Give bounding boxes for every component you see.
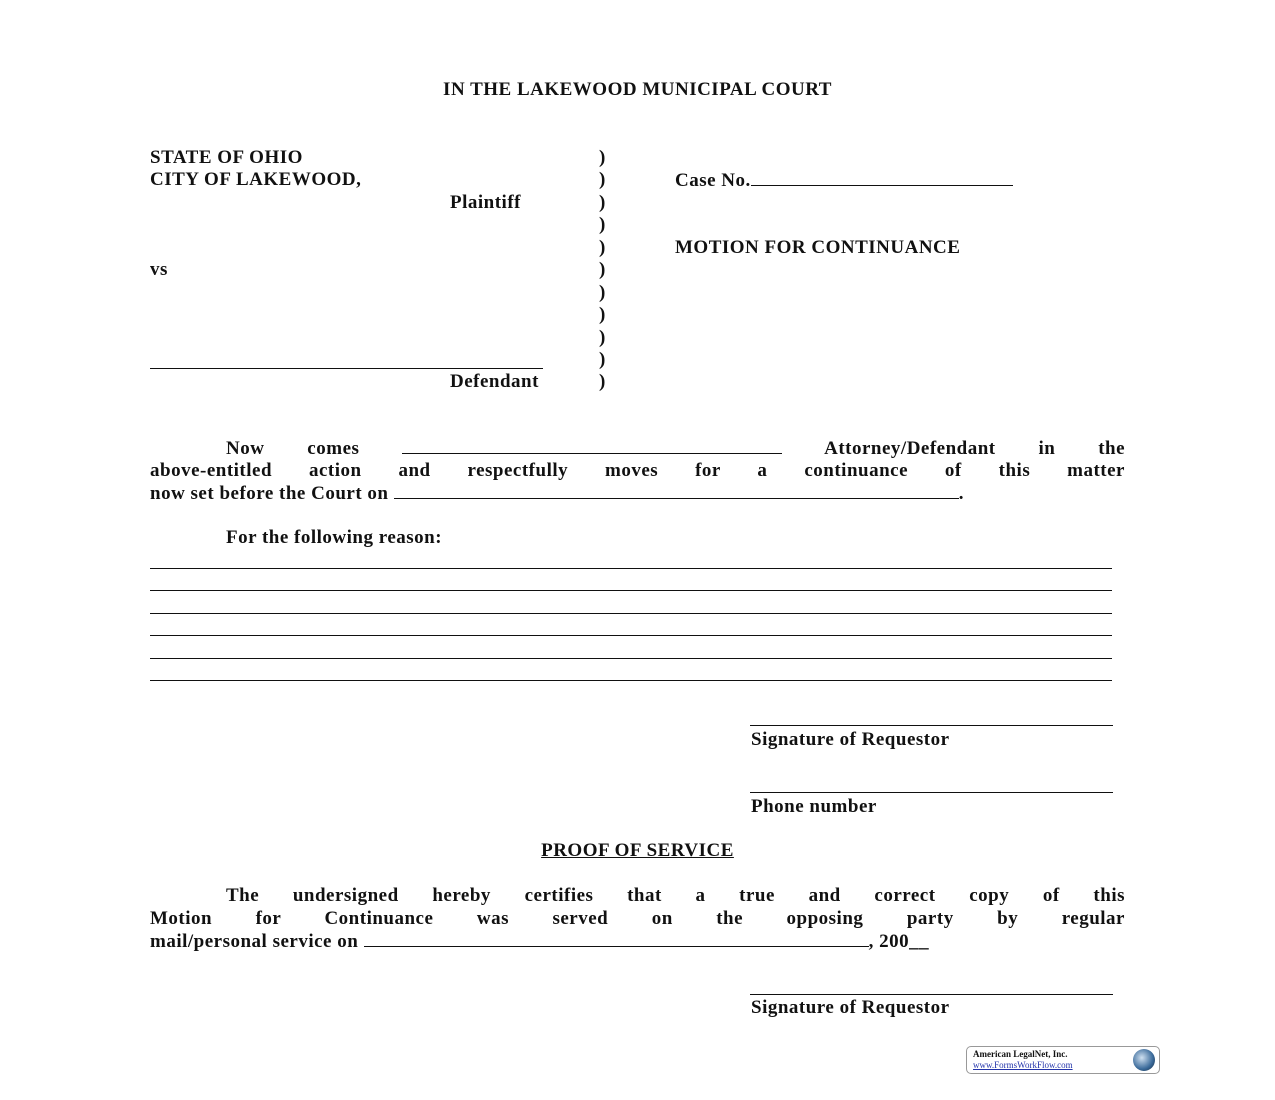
caption-state: STATE OF OHIO xyxy=(150,147,303,168)
paren: ) xyxy=(599,192,606,213)
caption-defendant: Defendant xyxy=(450,371,539,392)
document-title: MOTION FOR CONTINUANCE xyxy=(675,237,961,258)
motion-text: now set before the Court on xyxy=(150,483,389,504)
court-date-field[interactable] xyxy=(394,482,959,499)
paren: ) xyxy=(599,259,606,280)
caption-vs: vs xyxy=(150,259,168,280)
reason-line[interactable] xyxy=(150,635,1112,636)
reason-line[interactable] xyxy=(150,658,1112,659)
phone-label: Phone number xyxy=(751,796,877,817)
motion-text: . xyxy=(958,483,964,504)
case-no-field[interactable] xyxy=(751,169,1013,186)
proof-line-2: Motion for Continuance was served on the opposing party by regular xyxy=(150,908,1125,929)
proof-title xyxy=(0,840,1275,862)
reason-label: For the following reason: xyxy=(226,527,443,548)
proof-line-3 xyxy=(150,930,929,953)
motion-text: Attorney/Defendant in the xyxy=(824,438,1126,459)
logo-company: American LegalNet, Inc. xyxy=(973,1049,1068,1059)
paren: ) xyxy=(599,169,606,190)
paren: ) xyxy=(599,371,606,392)
caption-plaintiff: Plaintiff xyxy=(450,192,521,213)
case-number xyxy=(675,169,1013,192)
caption-city: CITY OF LAKEWOOD, xyxy=(150,169,362,190)
motion-text: Now comes xyxy=(226,438,360,459)
reason-line[interactable] xyxy=(150,590,1112,591)
proof-title-text: PROOF OF SERVICE xyxy=(541,840,734,861)
motion-line-3 xyxy=(150,482,964,505)
paren: ) xyxy=(599,349,606,370)
case-no-label: Case No. xyxy=(675,170,751,191)
defendant-name-line xyxy=(150,368,543,369)
globe-icon xyxy=(1133,1049,1155,1071)
attorney-name-field[interactable] xyxy=(402,437,782,454)
phone-line[interactable] xyxy=(750,792,1113,793)
signature-label: Signature of Requestor xyxy=(751,729,950,750)
paren: ) xyxy=(599,304,606,325)
motion-line-2: above-entitled action and respectfully moves for a continuance of this matter xyxy=(150,460,1125,481)
paren: ) xyxy=(599,327,606,348)
proof-line-1: The undersigned hereby certifies that a true and correct copy of this xyxy=(226,885,1125,906)
motion-line-1 xyxy=(150,437,1125,460)
signature-label: Signature of Requestor xyxy=(751,997,950,1018)
service-date-field[interactable] xyxy=(364,930,869,947)
reason-line[interactable] xyxy=(150,680,1112,681)
american-legalnet-logo[interactable] xyxy=(966,1046,1160,1074)
paren: ) xyxy=(599,282,606,303)
proof-text: mail/personal service on xyxy=(150,931,359,952)
paren: ) xyxy=(599,214,606,235)
signature-line[interactable] xyxy=(750,725,1113,726)
reason-line[interactable] xyxy=(150,613,1112,614)
paren: ) xyxy=(599,147,606,168)
paren: ) xyxy=(599,237,606,258)
court-title: IN THE LAKEWOOD MUNICIPAL COURT xyxy=(443,79,832,100)
reason-line[interactable] xyxy=(150,568,1112,569)
proof-text: , 200__ xyxy=(868,931,930,952)
logo-url-link[interactable]: www.FormsWorkFlow.com xyxy=(973,1060,1073,1070)
signature-line[interactable] xyxy=(750,994,1113,995)
